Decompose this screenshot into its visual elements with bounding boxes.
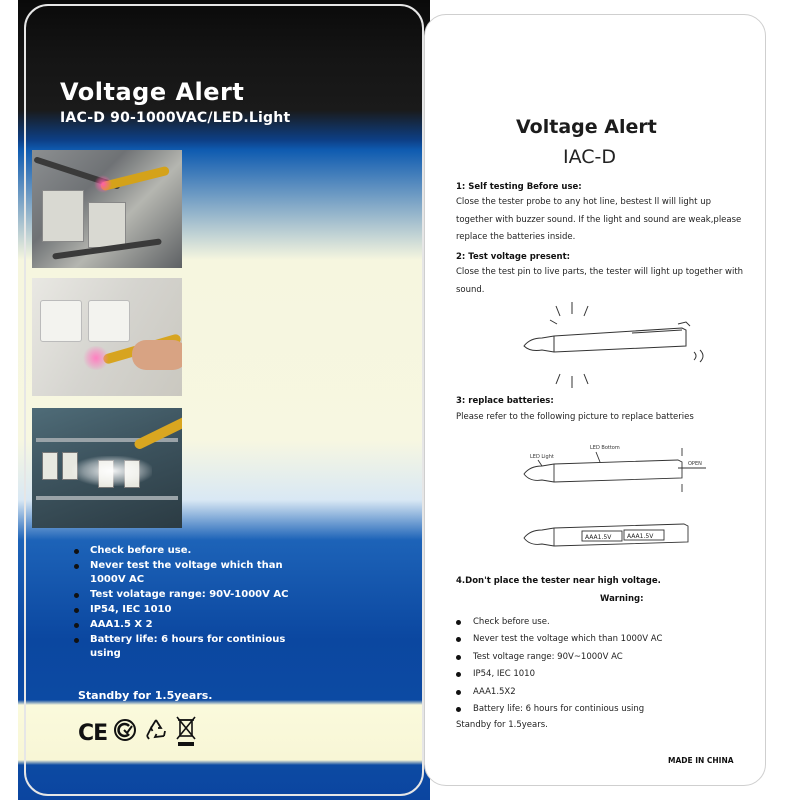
section-body: Close the test pin to live parts, the tester will light up together with sound.: [456, 267, 744, 295]
section-heading: 2: Test voltage present:: [456, 252, 571, 262]
battery-label: AAA1.5V: [585, 534, 612, 541]
instruction-feature-list: [456, 614, 662, 718]
c-tick-mark-icon: [113, 718, 137, 748]
section-heading: 1: Self testing Before use:: [456, 182, 582, 192]
instruction-title: Voltage Alert: [516, 116, 657, 138]
din-rail: [36, 496, 178, 500]
ce-mark-icon: CE: [78, 720, 108, 746]
breaker: [42, 452, 58, 480]
terminal-block: [88, 202, 126, 248]
photo-testing-socket: [32, 278, 182, 396]
tester-alert-diagram: [510, 300, 750, 390]
open-label: OPEN: [688, 461, 702, 467]
instruction-standby-text: Standby for 1.5years.: [456, 720, 548, 730]
hand: [132, 340, 182, 370]
led-glow: [82, 346, 110, 370]
battery-replacement-diagram: [510, 440, 750, 558]
package-subtitle: IAC-D 90-1000VAC/LED.Light: [60, 110, 291, 126]
section-heading: 3: replace batteries:: [456, 396, 554, 406]
list-item: Test voltage range: 90V~1000V AC: [456, 649, 662, 666]
weee-bin-icon: [175, 715, 197, 751]
photo-testing-wiring: [32, 150, 182, 268]
certification-marks: [78, 716, 197, 750]
list-item: Test volatage range: 90V-1000V AC: [70, 588, 290, 602]
voltage-tester-pen: [133, 415, 182, 450]
list-item: Check before use.: [70, 544, 290, 558]
list-item: Never test the voltage which than 1000V AC: [456, 631, 662, 648]
light-glare: [72, 456, 152, 486]
recycle-icon: [143, 717, 169, 749]
list-item: Check before use.: [456, 614, 662, 631]
list-item: AAA1.5X2: [456, 684, 662, 701]
list-item: IP54, IEC 1010: [456, 666, 662, 683]
package-feature-list: [70, 544, 290, 662]
list-item: IP54, IEC 1010: [70, 603, 290, 617]
battery-label: AAA1.5V: [627, 533, 654, 540]
section-body: Close the tester probe to any hot line, bestest ll will light up together with buzzer sound. If the light and sound are weak,please replace the batteries inside.: [456, 197, 742, 242]
led-bottom-label: LED Bottom: [590, 445, 620, 451]
package-title: Voltage Alert: [60, 78, 245, 106]
list-item: Battery life: 6 hours for continious using: [70, 633, 290, 661]
photo-testing-breaker-panel: [32, 408, 182, 528]
led-light-label: LED Light: [530, 454, 554, 460]
led-glow: [94, 175, 112, 193]
section-body: Please refer to the following picture to replace batteries: [456, 412, 694, 422]
terminal-block: [42, 190, 84, 242]
section-heading: 4.Don't place the tester near high voltage.: [456, 576, 661, 586]
wall-socket: [88, 300, 130, 342]
list-item: Never test the voltage which than 1000V AC: [70, 559, 290, 587]
wall-socket: [40, 300, 82, 342]
list-item: Battery life: 6 hours for continious using: [456, 701, 662, 718]
warning-label: Warning:: [600, 594, 644, 604]
list-item: AAA1.5 X 2: [70, 618, 290, 632]
package-standby-text: Standby for 1.5years.: [78, 689, 213, 702]
instruction-model: IAC-D: [563, 146, 617, 168]
made-in-label: MADE IN CHINA: [668, 756, 734, 765]
